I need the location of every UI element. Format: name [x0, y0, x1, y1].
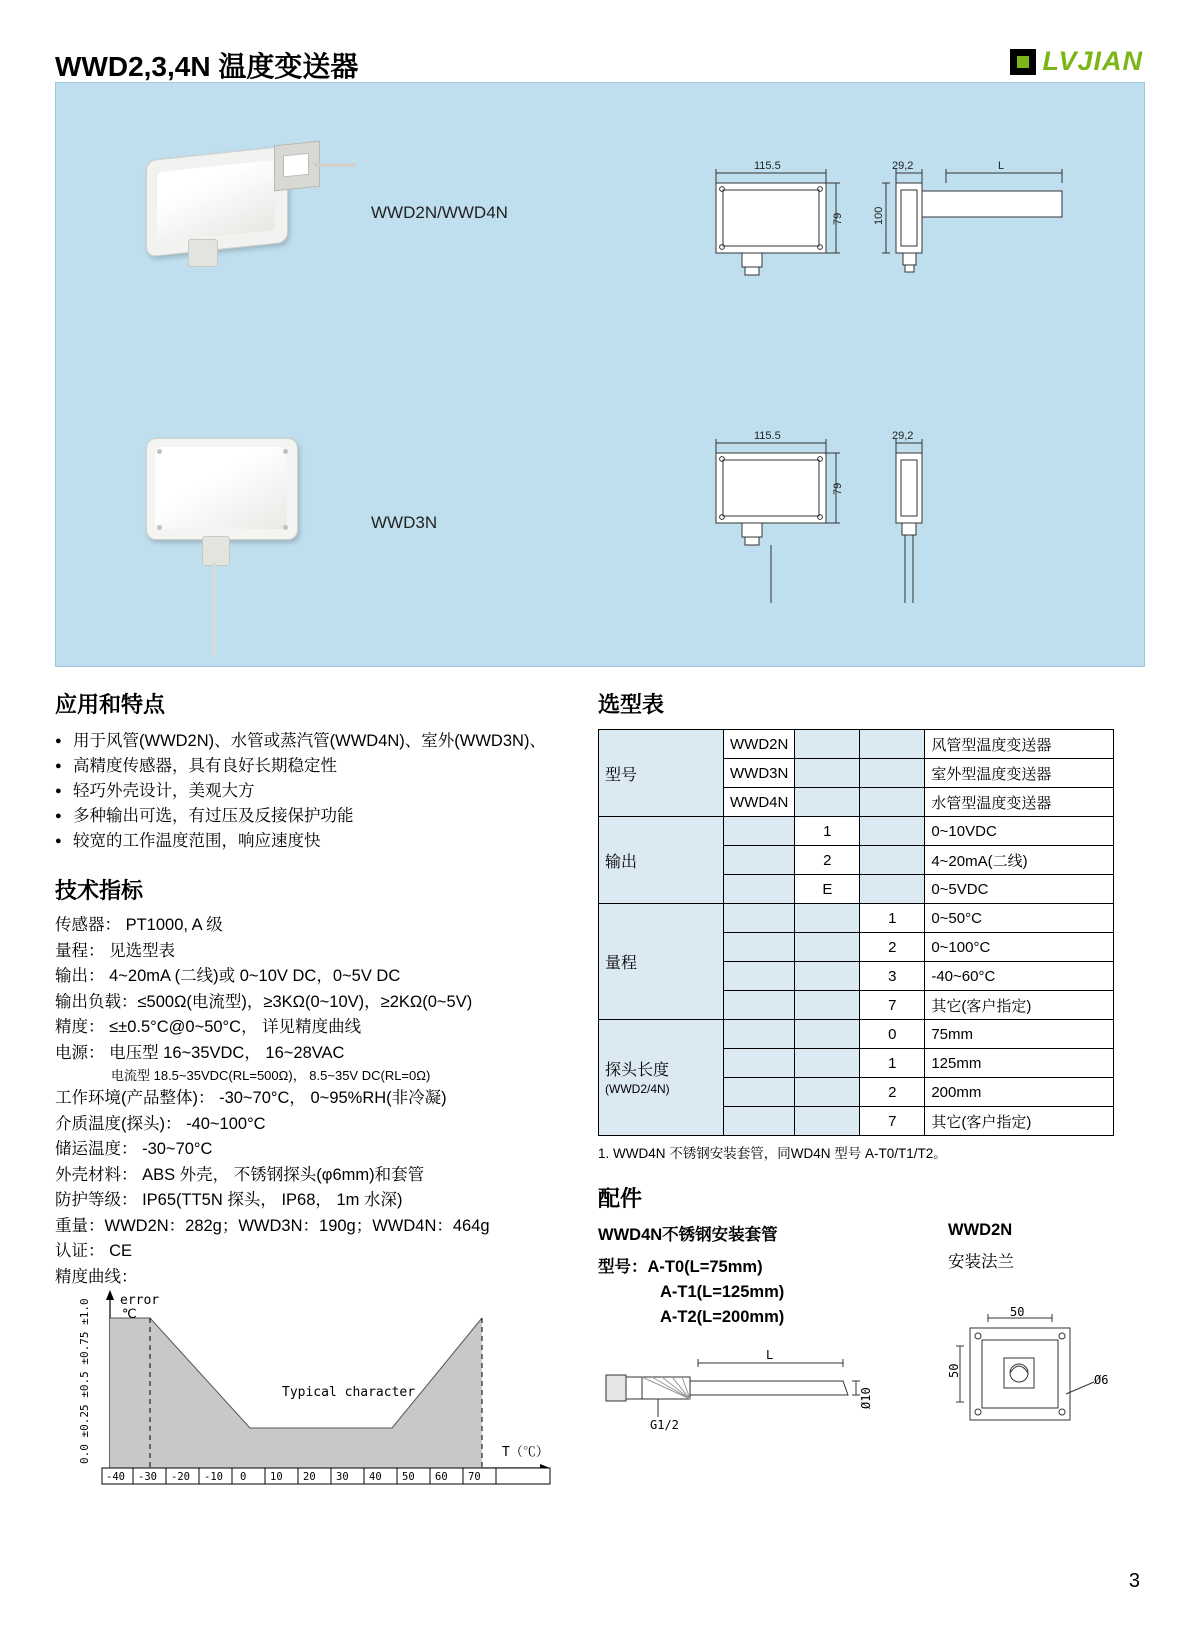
dimension-drawing-wwd3n [696, 413, 1096, 643]
blank-cell [795, 1020, 860, 1049]
blank-cell [795, 1049, 860, 1078]
table-row [599, 817, 1114, 846]
xtick: 40 [369, 1471, 382, 1483]
xtick: 20 [303, 1471, 316, 1483]
spec-line: 量程： 见选型表 [55, 941, 176, 960]
chart-ylabel-error: error [120, 1293, 160, 1308]
flange-dim-hole: Ø6 [1094, 1373, 1109, 1387]
blank-cell [724, 1020, 795, 1049]
blank-cell [795, 904, 860, 933]
blank-cell [860, 846, 925, 875]
dim-sideheight-top: 100 [873, 206, 885, 225]
brand-logo [1010, 46, 1143, 77]
page-title: WWD2,3,4N 温度变送器 [55, 51, 359, 82]
xtick: -20 [171, 1471, 190, 1483]
blank-cell [724, 1049, 795, 1078]
xtick: 70 [468, 1471, 481, 1483]
xtick: -40 [106, 1471, 125, 1483]
blank-cell [860, 788, 925, 817]
range-desc: 0~50°C [925, 904, 1114, 933]
logo-text: LVJIAN [1042, 46, 1143, 76]
spec-line: 储运温度： -30~70°C [55, 1140, 213, 1158]
spec-line: 输出负载：≤500Ω(电流型)，≥3KΩ(0~10V)，≥2KΩ(0~5V) [55, 992, 473, 1011]
chart-ytick-label: 0.0 ±0.25 ±0.5 ±0.75 ±1.0 [78, 1298, 91, 1464]
features-heading: 应用和特点 [55, 692, 166, 717]
output-desc: 4~20mA(二线) [925, 846, 1114, 875]
range-desc: -40~60°C [925, 962, 1114, 991]
range-desc: 其它(客户指定) [925, 991, 1114, 1020]
probe-code: 7 [860, 1107, 925, 1136]
chart-svg [62, 1278, 572, 1508]
accessory-dim-dia: Ø10 [859, 1387, 873, 1409]
xtick: -10 [204, 1471, 223, 1483]
accessory-right-sub: 安装法兰 [948, 1253, 1014, 1271]
dim-side-bottom: 29,2 [892, 430, 914, 442]
feature-item: ● 多种输出可选，有过压及反接保护功能 [55, 804, 575, 829]
blank-cell [860, 730, 925, 759]
blank-cell [795, 991, 860, 1020]
dimension-drawing-wwd2n [696, 143, 1096, 323]
probe-length-sublabel: (WWD2/4N) [605, 1082, 670, 1096]
blank-cell [795, 730, 860, 759]
blank-cell [724, 962, 795, 991]
blank-cell [724, 991, 795, 1020]
output-code: 2 [795, 846, 860, 875]
probe-desc: 其它(客户指定) [925, 1107, 1114, 1136]
xtick: 30 [336, 1471, 349, 1483]
feature-item: ● 轻巧外壳设计，美观大方 [55, 779, 575, 804]
blank-cell [724, 904, 795, 933]
spec-line: 工作环境(产品整体)： -30~70°C， 0~95%RH(非冷凝) [55, 1089, 447, 1107]
model-desc: 风管型温度变送器 [925, 730, 1114, 759]
blank-cell [860, 875, 925, 904]
probe-desc: 200mm [925, 1078, 1114, 1107]
xtick: -30 [138, 1471, 157, 1483]
dim-height-bottom: 79 [832, 482, 844, 495]
spec-line: 传感器： PT1000, A 级 [55, 916, 223, 934]
accessory-sleeve-drawing [598, 1337, 898, 1457]
table-row [599, 1020, 1114, 1049]
product-image-banner [55, 82, 1145, 667]
selection-note: 1. WWD4N 不锈钢安装套管，同WD4N 型号 A-T0/T1/T2。 [598, 1146, 947, 1161]
spec-power-sub: 电流型 18.5~35VDC(RL=500Ω)， 8.5~35V DC(RL=0Ω) [111, 1068, 431, 1083]
table-row [599, 904, 1114, 933]
blank-cell [724, 1107, 795, 1136]
specs-heading: 技术指标 [55, 878, 144, 903]
model-code: WWD3N [724, 759, 795, 788]
blank-cell [795, 759, 860, 788]
blank-cell [860, 759, 925, 788]
spec-line: 认证： CE [55, 1242, 133, 1260]
range-code: 3 [860, 962, 925, 991]
accessory-right [948, 1221, 1138, 1462]
specs-list [55, 913, 575, 1290]
probe-desc: 75mm [925, 1020, 1114, 1049]
blank-cell [795, 788, 860, 817]
page-number: 3 [1128, 1570, 1140, 1592]
row-label-range: 量程 [599, 904, 724, 1020]
accessory-right-title: WWD2N [948, 1221, 1013, 1239]
spec-line: 精度： ≤±0.5°C@0~50°C， 详见精度曲线 [55, 1018, 362, 1036]
probe-code: 0 [860, 1020, 925, 1049]
spec-line: 防护等级： IP65(TT5N 探头， IP68， 1m 水深) [55, 1191, 403, 1209]
blank-cell [795, 933, 860, 962]
accessory-left-line: A-T1(L=125mm) [660, 1283, 785, 1301]
blank-cell [724, 846, 795, 875]
row-label-model: 型号 [599, 730, 724, 817]
chart-xlabel: T（℃） [502, 1445, 549, 1460]
accessory-dim-thread: G1/2 [650, 1418, 679, 1432]
label-wwd2n-wwd4n: WWD2N/WWD4N [371, 203, 508, 222]
accessory-left-line: 型号：A-T0(L=75mm) [598, 1258, 763, 1276]
right-column [598, 688, 1145, 1462]
row-label-output: 输出 [599, 817, 724, 904]
product-photo-wwd3n [146, 438, 346, 638]
features-list [55, 729, 575, 854]
blank-cell [724, 933, 795, 962]
output-desc: 0~10VDC [925, 817, 1114, 846]
range-code: 7 [860, 991, 925, 1020]
feature-item: ● 用于风管(WWD2N)、水管或蒸汽管(WWD4N)、室外(WWD3N)、 [55, 729, 575, 754]
chart-annotation: Typical character [282, 1385, 416, 1400]
blank-cell [860, 817, 925, 846]
range-code: 2 [860, 933, 925, 962]
spec-line: 精度曲线： [55, 1267, 138, 1286]
left-column [55, 688, 575, 1290]
probe-length-label: 探头长度 [605, 1062, 670, 1079]
probe-code: 2 [860, 1078, 925, 1107]
product-photo-wwd2n-4n [146, 143, 326, 263]
chart-ylabel-unit: ℃ [122, 1307, 137, 1322]
dim-width-bottom: 115.5 [754, 430, 781, 442]
blank-cell [724, 1078, 795, 1107]
selection-heading: 选型表 [598, 692, 665, 717]
feature-item: ● 较宽的工作温度范围，响应速度快 [55, 829, 575, 854]
accessory-left-title: WWD4N不锈钢安装套管 [598, 1226, 778, 1244]
output-code: 1 [795, 817, 860, 846]
spec-line: 介质温度(探头)： -40~100°C [55, 1114, 266, 1133]
model-code: WWD4N [724, 788, 795, 817]
accuracy-curve-chart [62, 1278, 572, 1508]
selection-table [598, 729, 1114, 1136]
range-code: 1 [860, 904, 925, 933]
accessory-left [598, 1221, 908, 1462]
spec-line: 电源： 电压型 16~35VDC， 16~28VAC [55, 1043, 345, 1062]
probe-desc: 125mm [925, 1049, 1114, 1078]
label-wwd3n: WWD3N [371, 513, 438, 532]
dim-side-top: 29,2 [892, 160, 914, 172]
blank-cell [795, 962, 860, 991]
flange-dim-height: 50 [948, 1363, 961, 1378]
model-desc: 水管型温度变送器 [925, 788, 1114, 817]
dim-width-top: 115.5 [754, 160, 781, 172]
xtick: 10 [270, 1471, 283, 1483]
xtick: 50 [402, 1471, 415, 1483]
range-desc: 0~100°C [925, 933, 1114, 962]
model-desc: 室外型温度变送器 [925, 759, 1114, 788]
dim-height-top: 79 [832, 212, 844, 225]
spec-line: 输出： 4~20mA (二线)或 0~10V DC，0~5V DC [55, 967, 401, 985]
table-row [599, 730, 1114, 759]
feature-item: ● 高精度传感器，具有良好长期稳定性 [55, 754, 575, 779]
xtick: 0 [240, 1471, 247, 1483]
blank-cell [795, 1078, 860, 1107]
accessory-flange-drawing [948, 1306, 1138, 1446]
blank-cell [724, 875, 795, 904]
accessories-heading: 配件 [598, 1186, 643, 1211]
xtick: 60 [435, 1471, 448, 1483]
dim-probe-top: L [998, 160, 1005, 172]
output-desc: 0~5VDC [925, 875, 1114, 904]
row-label-probe-length [599, 1020, 724, 1136]
blank-cell [795, 1107, 860, 1136]
spec-line: 外壳材料： ABS 外壳， 不锈钢探头(φ6mm)和套管 [55, 1165, 425, 1184]
blank-cell [724, 817, 795, 846]
logo-mark-icon [1010, 49, 1036, 75]
probe-code: 1 [860, 1049, 925, 1078]
model-code: WWD2N [724, 730, 795, 759]
accessory-dim-length: L [766, 1348, 774, 1362]
spec-line: 重量：WWD2N：282g；WWD3N：190g；WWD4N：464g [55, 1216, 490, 1235]
output-code: E [795, 875, 860, 904]
flange-dim-width: 50 [1010, 1306, 1025, 1319]
accessory-left-line: A-T2(L=200mm) [660, 1308, 785, 1326]
